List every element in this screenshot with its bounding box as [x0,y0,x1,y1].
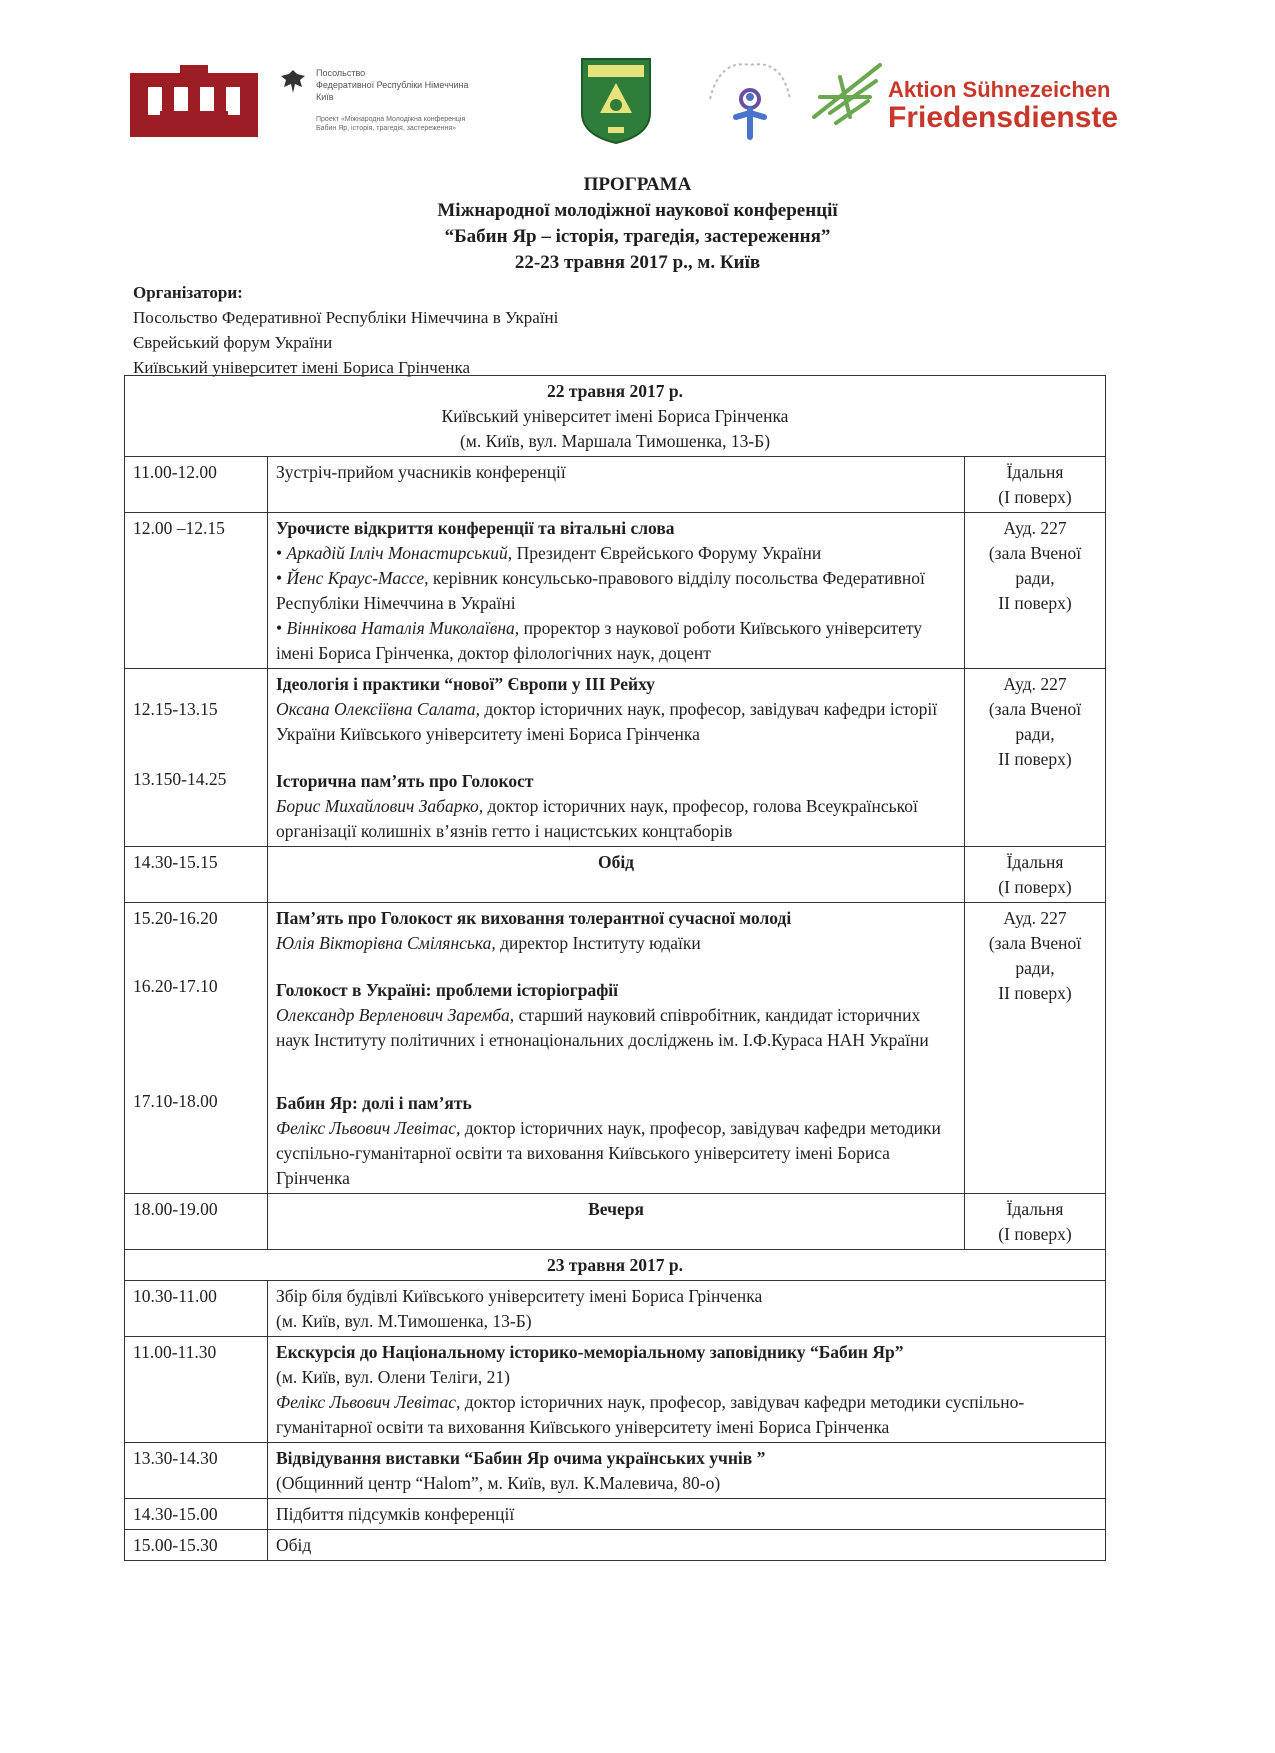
speaker: • Йенс Краус-Массе, керівник консульсько-правового відділу посольства Федеративної Республіки Німеччина в Україні [276,568,925,613]
speaker-role: керівник консульсько-правового відділу посольства Федеративної Республіки Німеччина в Україні [276,568,925,613]
title-line-2: “Бабин Яр – історія, трагедія, застереження” [444,226,831,247]
logo-bar [130,55,1130,155]
speaker [276,1003,956,1053]
speaker-name: Олександр Верленович Заремба, [276,1005,515,1025]
title-heading: ПРОГРАМА [583,174,692,195]
event-title: Ідеологія і практики “нової” Європи у III Рейху [276,674,655,694]
event-title: Пам’ять про Голокост як виховання толерантної сучасної молоді [276,908,792,928]
time-cell: 12.00 –12.15 [125,513,268,669]
speaker-name: Юлія Вікторівна Смілянська, [276,933,496,953]
asf-title-line-1: Aktion Sühnezeichen [888,77,1111,102]
location-line: (зала Вченої [988,543,1082,563]
organizers [133,280,558,380]
location-cell [965,457,1106,513]
time-value: 16.20-17.10 [133,976,218,996]
location-cell [965,903,1106,1194]
location-line: II поверх) [998,593,1072,613]
time-cell: 14.30-15.15 [125,847,268,903]
location-line: ради, [1015,568,1055,588]
time-cell: 18.00-19.00 [125,1194,268,1250]
table-row [125,847,1106,903]
table-row [125,1281,1106,1337]
event-cell: Підбиття підсумків конференції [268,1499,1106,1530]
speaker-role: директор Інституту юдаїки [495,933,701,953]
location-cell [965,513,1106,669]
location-cell [965,1194,1106,1250]
embassy-project-2: Бабин Яр, історія, трагедія, застереження» [316,125,457,132]
event-cell [268,1443,1106,1499]
event-cell [268,1337,1106,1443]
organizer-item: Посольство Федеративної Республіки Німеччина в Україні [133,308,559,327]
event-address: (Общинний центр “Halom”, м. Київ, вул. К.Малевича, 80-о) [276,1473,721,1493]
time-value: 12.15-13.15 [133,699,218,719]
embassy-line-3: Київ [316,92,334,102]
asf-title-line-2: Friedensdienste [888,101,1119,134]
time-cell: 15.00-15.30 [125,1530,268,1561]
location-cell [965,847,1106,903]
location-line: ради, [1015,958,1055,978]
event-title: Голокост в Україні: проблеми історіографії [276,980,619,1000]
title-line-1: Міжнародної молодіжної наукової конференції [437,200,838,221]
time-cell: 11.00-11.30 [125,1337,268,1443]
organizer-item: Київський університет імені Бориса Грінченка [133,358,471,377]
organizer-item: Єврейський форум України [133,333,333,352]
day1-address: (м. Київ, вул. Маршала Тимошенка, 13-Б) [459,431,771,451]
location-line: (зала Вченої [988,699,1082,719]
event-text: Збір біля будівлі Київського університету імені Бориса Грінченка [276,1286,763,1306]
event-title: Відвідування виставки “Бабин Яр очима українських учнів ” [276,1448,766,1468]
asf-leaf-icon [810,57,886,133]
speaker-role: Президент Єврейського Форуму України [512,543,822,563]
crest-logo [578,55,654,145]
table-row [125,1530,1106,1561]
table-row [125,513,1106,669]
time-cell: 13.30-14.30 [125,1443,268,1499]
speaker-name: Оксана Олексіївна Салата, [276,699,481,719]
speaker-role: доктор історичних наук, професор, голова Всеукраїнської організації колишніх в’язнів гетто і нацистських концтаборів [276,796,918,841]
speaker [276,931,956,956]
time-cell: 10.30-11.00 [125,1281,268,1337]
speaker-role: старший науковий співробітник, кандидат історичних наук Інституту політичних і етнонаціональних досліджень ім. І.Ф.Кураса НАН України [276,1005,929,1050]
location-cell [965,669,1106,847]
location-line: ради, [1015,724,1055,744]
location-line: (I поверх) [998,487,1072,507]
location-line: (зала Вченої [988,933,1082,953]
speaker-name: Йенс Краус-Массе, [286,568,429,588]
embassy-line-2: Федеративної Республіки Німеччина [316,80,469,90]
location-line: II поверх) [998,983,1072,1003]
time-cell [125,903,268,1194]
university-logo [130,65,258,137]
event-title: Екскурсія до Національному історико-меморіальному заповіднику “Бабин Яр” [276,1342,904,1362]
title-line-3: 22-23 травня 2017 р., м. Київ [514,252,761,273]
asf-logo [810,57,1119,137]
speaker [276,1116,956,1191]
time-value: 17.10-18.00 [133,1091,218,1111]
location-line: (I поверх) [998,1224,1072,1244]
program-title [0,172,1275,276]
embassy-line-1: Посольство [316,68,366,78]
eagle-icon [278,67,308,97]
speaker-name: Віннікова Наталія Миколаївна, [286,618,520,638]
location-line: (I поверх) [998,877,1072,897]
table-row [125,1499,1106,1530]
event-address: (м. Київ, вул. М.Тимошенка, 13-Б) [276,1311,532,1331]
table-row [125,1194,1106,1250]
speaker: • Віннікова Наталія Миколаївна, проректор з наукової роботи Київського університету імені Бориса Грінченка, доктор філологічних наук, доцент [276,618,923,663]
location-line: II поверх) [998,749,1072,769]
speaker-name: Аркадій Ілліч Монастирський, [286,543,513,563]
event-cell: Обід [268,1530,1106,1561]
event-cell [268,903,965,1194]
youth-organization-logo [690,59,810,149]
speaker-role: проректор з наукової роботи Київського університету імені Бориса Грінченка, доктор філологічних наук, доцент [276,618,923,663]
event-cell [268,669,965,847]
location-line: Ауд. 227 [1003,674,1067,694]
event-cell [268,513,965,669]
embassy-logo [278,67,538,139]
event-title: Історична пам’ять про Голокост [276,771,534,791]
speaker-role: доктор історичних наук, професор, завідувач кафедри історії України Київського університету імені Бориса Грінченка [276,699,938,744]
speaker-role: доктор історичних наук, професор, завідувач кафедри методики суспільно-гуманітарної освіти та виховання Київського університету імені Бориса Грінченка [276,1392,1025,1437]
speaker-name: Фелікс Львович Левітас, [276,1392,461,1412]
speaker [276,794,956,844]
speaker [276,697,956,747]
table-row [125,1337,1106,1443]
day2-date: 23 травня 2017 р. [125,1250,1106,1281]
program-table [124,375,1106,1561]
day2-header-row [125,1250,1106,1281]
event-cell: Обід [268,847,965,903]
speaker-name: Фелікс Львович Левітас, [276,1118,461,1138]
time-cell: 11.00-12.00 [125,457,268,513]
event-address: (м. Київ, вул. Олени Теліги, 21) [276,1367,510,1387]
speaker: • Аркадій Ілліч Монастирський, Президент Єврейського Форуму України [276,543,822,563]
location-line: Ауд. 227 [1003,518,1067,538]
table-row [125,457,1106,513]
speaker-name: Борис Михайлович Забарко, [276,796,484,816]
table-row [125,903,1106,1194]
table-row [125,669,1106,847]
speaker [276,1390,1097,1440]
table-row [125,1443,1106,1499]
organizers-label: Організатори: [133,283,243,302]
day1-date: 22 травня 2017 р. [546,381,684,401]
location-line: Їдальня [1006,852,1064,872]
day1-place: Київський університет імені Бориса Грінченка [441,406,789,426]
time-value: 15.20-16.20 [133,908,218,928]
day1-header-row [125,376,1106,457]
event-cell [268,1281,1106,1337]
speaker-role: доктор історичних наук, професор, завідувач кафедри методики суспільно-гуманітарної освіти та виховання Київського університету імені Бориса Грінченка [276,1118,941,1188]
location-line: Їдальня [1006,1199,1064,1219]
location-line: Ауд. 227 [1003,908,1067,928]
event-cell: Вечеря [268,1194,965,1250]
time-cell: 14.30-15.00 [125,1499,268,1530]
event-title: Бабин Яр: долі і пам’ять [276,1093,472,1113]
event-title: Урочисте відкриття конференції та вітальні слова [276,518,675,538]
time-value: 13.150-14.25 [133,769,227,789]
event-cell: Зустріч-прийом учасників конференції [268,457,965,513]
location-line: Їдальня [1006,462,1064,482]
embassy-project-1: Проект «Міжнародна Молодіжна конференція [316,116,466,123]
time-cell [125,669,268,847]
